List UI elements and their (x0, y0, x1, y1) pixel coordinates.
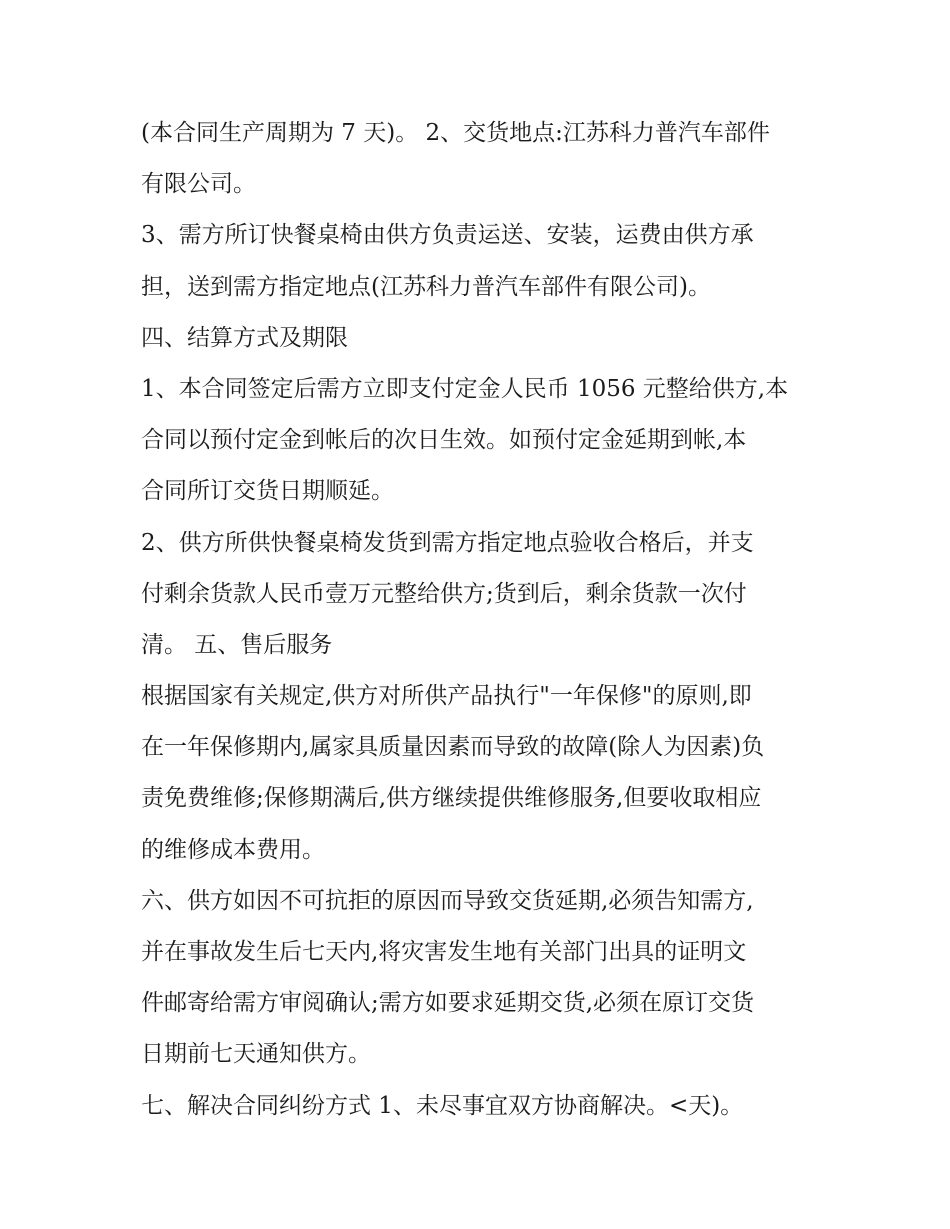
text-line: 责免费维修;保修期满后,供方继续提供维修服务,但要收取相应 (141, 785, 762, 812)
text-line: (本合同生产周期为 7 天)。 2、交货地点:江苏科力普汽车部件 (141, 120, 770, 146)
text-line: 付剩余货款人民币壹万元整给供方;货到后，剩余货款一次付 (141, 580, 747, 607)
text-line: 在一年保修期内,属家具质量因素而导致的故障(除人为因素)负 (141, 734, 765, 761)
text-line: 七、解决合同纠纷方式 1、未尽事宜双方协商解决。<天)。 (141, 1092, 744, 1119)
text-line: 3、需方所订快餐桌椅由供方负责运送、安装，运费由供方承 (141, 222, 754, 249)
text-line: 的维修成本费用。 (141, 836, 325, 863)
text-line: 合同以预付定金到帐后的次日生效。如预付定金延期到帐,本 (141, 427, 747, 454)
text-line: 合同所订交货日期顺延。 (141, 478, 394, 505)
text-line: 担，送到需方指定地点(江苏科力普汽车部件有限公司)。 (141, 273, 711, 300)
text-line: 清。 五、售后服务 (141, 631, 333, 658)
section-heading: 四、结算方式及期限 (141, 324, 348, 351)
text-line: 件邮寄给需方审阅确认;需方如要求延期交货,必须在原订交货 (141, 990, 755, 1017)
document-body (141, 108, 821, 1132)
text-line: 1、本合同签定后需方立即支付定金人民币 1056 元整给供方,本 (141, 375, 789, 402)
text-line: 日期前七天通知供方。 (141, 1041, 371, 1068)
text-line: 并在事故发生后七天内,将灾害发生地有关部门出具的证明文 (141, 939, 747, 965)
text-line: 根据国家有关规定,供方对所供产品执行"一年保修"的原则,即 (141, 683, 752, 710)
text-line: 有限公司。 (141, 171, 256, 198)
text-line: 2、供方所供快餐桌椅发货到需方指定地点验收合格后，并支 (141, 529, 754, 556)
text-line: 六、供方如因不可抗拒的原因而导致交货延期,必须告知需方, (141, 887, 754, 914)
